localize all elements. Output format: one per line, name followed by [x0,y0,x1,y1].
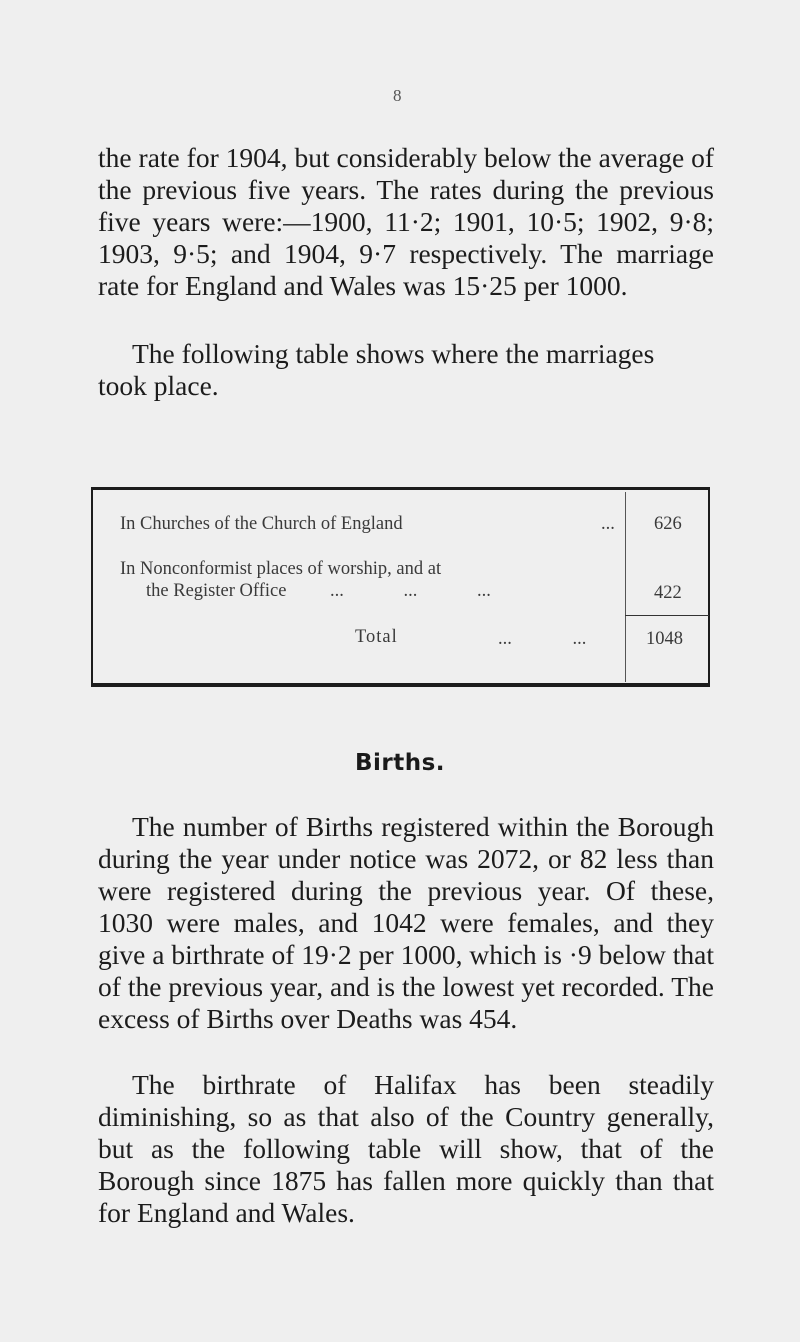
table-total-label: Total [355,627,398,647]
table-total-value: 1048 [646,629,683,649]
table-total-leader-dots: ... ... [498,629,587,649]
paragraph-table-intro-line1: The following table shows where the marriages [132,338,655,369]
paragraph-births-registered: The number of Births registered within the Borough during the year under notice was 2072, or 82 less than were registered during the previous year. Of these, 1030 were males, and 1042 were females, and they give a birthrate of 19·2 per 1000, which is ·9 below that of the previous year, and is the lowest yet recorded. The excess of Births over Deaths was 454. [98,811,714,1034]
marriages-table [91,487,710,687]
table-row-value: 422 [654,583,682,603]
paragraph-birthrate-trend: The birthrate of Halifax has been steadily diminishing, so as that also of the Country generally, but as the following table will show, that of the Borough since 1875 has fallen more quickly than that for England and Wales. [98,1069,714,1228]
table-column-divider [625,492,626,682]
table-total-rule [625,615,709,616]
table-row-label: In Nonconformist places of worship, and at [120,559,442,579]
table-row-leader-dots: ... ... ... [330,581,491,601]
paragraph-table-intro [98,338,714,402]
table-row-label: In Churches of the Church of England [120,514,403,534]
section-heading-births: Births. [354,750,446,776]
table-row-label-continued: the Register Office [146,581,287,601]
paragraph-marriage-rates: the rate for 1904, but considerably below the average of the previous five years. The rates during the previous five years were:—1900, 11·2; 1901, 10·5; 1902, 9·8; 1903, 9·5; and 1904, 9·7 respectively. The marriage rate for England and Wales was 15·25 per 1000. [98,142,714,301]
table-row-value: 626 [654,514,682,534]
paragraph-table-intro-line2: took place. [98,370,219,401]
table-row-leader-dots: ... [601,514,615,534]
page-number: 8 [393,86,402,105]
